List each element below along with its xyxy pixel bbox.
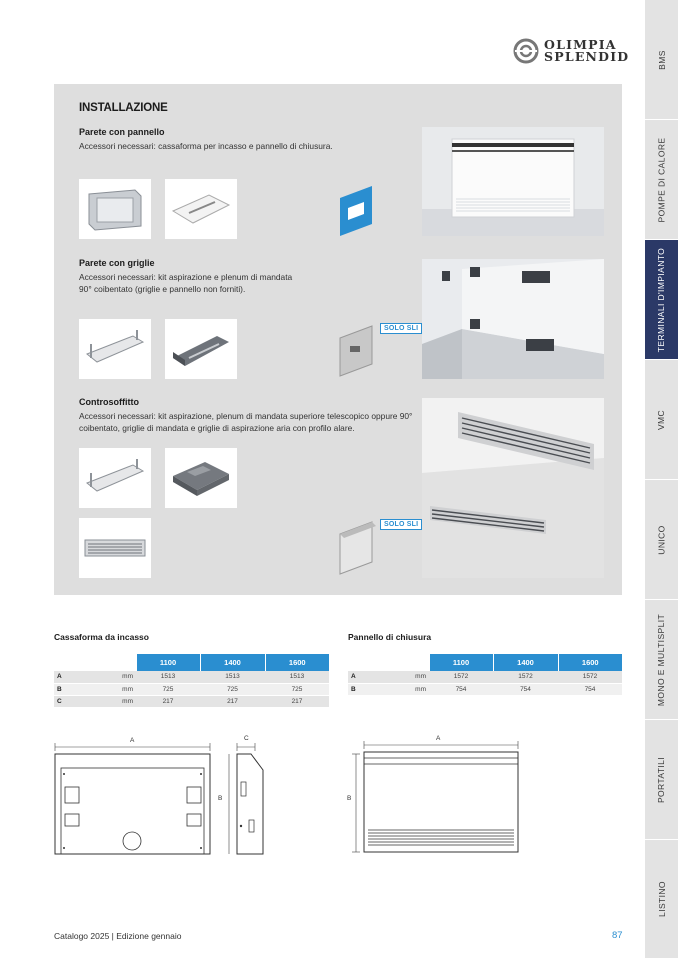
solo-sli-badge-2: SOLO SLI xyxy=(380,519,422,530)
tab-portatili[interactable]: PORTATILI xyxy=(645,720,678,840)
intake-kit-icon xyxy=(83,328,147,370)
tab-terminali-d-impianto[interactable]: TERMINALI D'IMPIANTO xyxy=(645,240,678,360)
dim-label-b-box: B xyxy=(218,795,223,802)
drawing-cassaforma-front xyxy=(50,730,223,860)
section-desc-controsoffitto: Accessori necessari: kit aspirazione, plenum di mandata superiore telescopico oppure 90° coibentato, griglie di mandata e griglie di aspirazione aria con profilo alare. xyxy=(79,411,413,433)
catalog-edition: Catalogo 2025 | Edizione gennaio xyxy=(54,931,182,941)
brand-line-1: OLIMPIA xyxy=(544,37,617,52)
page-number: 87 xyxy=(612,930,623,941)
spec-table-pannello xyxy=(348,654,622,696)
tab-mono-e-multisplit[interactable]: MONO E MULTISPLIT xyxy=(645,600,678,720)
olimpia-splendid-logo-icon xyxy=(512,37,540,65)
photo-controsoffitto xyxy=(422,398,604,578)
closing-panel-icon xyxy=(169,189,233,229)
table-row: B mm 725 725 725 xyxy=(54,683,329,695)
drawing-pannello-front xyxy=(350,730,525,860)
table-row: B mm 754 754 754 xyxy=(348,683,622,695)
table-row: C mm 217 217 217 xyxy=(54,695,329,707)
section-title-controsoffitto: Controsoffitto xyxy=(79,397,139,407)
table-header: 1400 xyxy=(200,654,265,671)
table-title-pannello: Pannello di chiusura xyxy=(348,632,432,642)
table-header: 1100 xyxy=(429,654,493,671)
tab-listino[interactable]: LISTINO xyxy=(645,840,678,959)
section-title-parete-pannello: Parete con pannello xyxy=(79,127,165,137)
section-title-parete-griglie: Parete con griglie xyxy=(79,258,155,268)
photo-parete-griglie xyxy=(422,259,604,379)
table-row: A mm 1572 1572 1572 xyxy=(348,671,622,683)
table-header: 1100 xyxy=(136,654,200,671)
accessory-thumb-plenum-90 xyxy=(165,319,237,379)
tab-bms[interactable]: BMS xyxy=(645,0,678,120)
tab-vmc[interactable]: VMC xyxy=(645,360,678,480)
section-tabs xyxy=(645,0,678,959)
accessory-thumb-plenum-telescopico xyxy=(165,448,237,508)
plenum-90-icon xyxy=(169,328,233,370)
wall-panel-install-icon xyxy=(338,184,376,238)
accessory-thumb-cassaforma xyxy=(79,179,151,239)
ceiling-install-icon xyxy=(338,520,378,576)
table-header: 1600 xyxy=(265,654,329,671)
intake-kit-icon xyxy=(83,457,147,499)
dim-label-a-panel: A xyxy=(436,735,441,742)
installation-panel xyxy=(54,84,622,595)
drawing-cassaforma-side xyxy=(225,730,275,860)
wall-grille-install-icon xyxy=(338,324,376,378)
table-header: 1400 xyxy=(493,654,558,671)
installation-title: INSTALLAZIONE xyxy=(79,102,168,114)
brand-line-2: SPLENDID xyxy=(544,49,630,64)
dim-label-b-panel: B xyxy=(347,795,352,802)
accessory-thumb-pannello xyxy=(165,179,237,239)
air-grille-icon xyxy=(83,536,147,560)
dim-label-a-box: A xyxy=(130,737,135,744)
solo-sli-badge-1: SOLO SLI xyxy=(380,323,422,334)
spec-table-cassaforma xyxy=(54,654,329,708)
table-title-cassaforma: Cassaforma da incasso xyxy=(54,632,149,642)
section-desc-parete-pannello: Accessori necessari: cassaforma per incasso e pannello di chiusura. xyxy=(79,141,333,151)
dim-label-c-box: C xyxy=(244,735,249,742)
brand-logo xyxy=(512,37,629,65)
accessory-thumb-kit-aspirazione-2 xyxy=(79,448,151,508)
tab-pompe-di-calore[interactable]: POMPE DI CALORE xyxy=(645,120,678,240)
photo-parete-pannello xyxy=(422,127,604,236)
table-row: A mm 1513 1513 1513 xyxy=(54,671,329,683)
section-desc-parete-griglie: Accessori necessari: kit aspirazione e plenum di mandata 90° coibentato (griglie e pannello non forniti). xyxy=(79,272,293,294)
telescopic-plenum-icon xyxy=(169,456,233,500)
accessory-thumb-kit-aspirazione xyxy=(79,319,151,379)
formwork-box-icon xyxy=(85,186,145,232)
accessory-thumb-griglia xyxy=(79,518,151,578)
table-header: 1600 xyxy=(558,654,622,671)
tab-unico[interactable]: UNICO xyxy=(645,480,678,600)
